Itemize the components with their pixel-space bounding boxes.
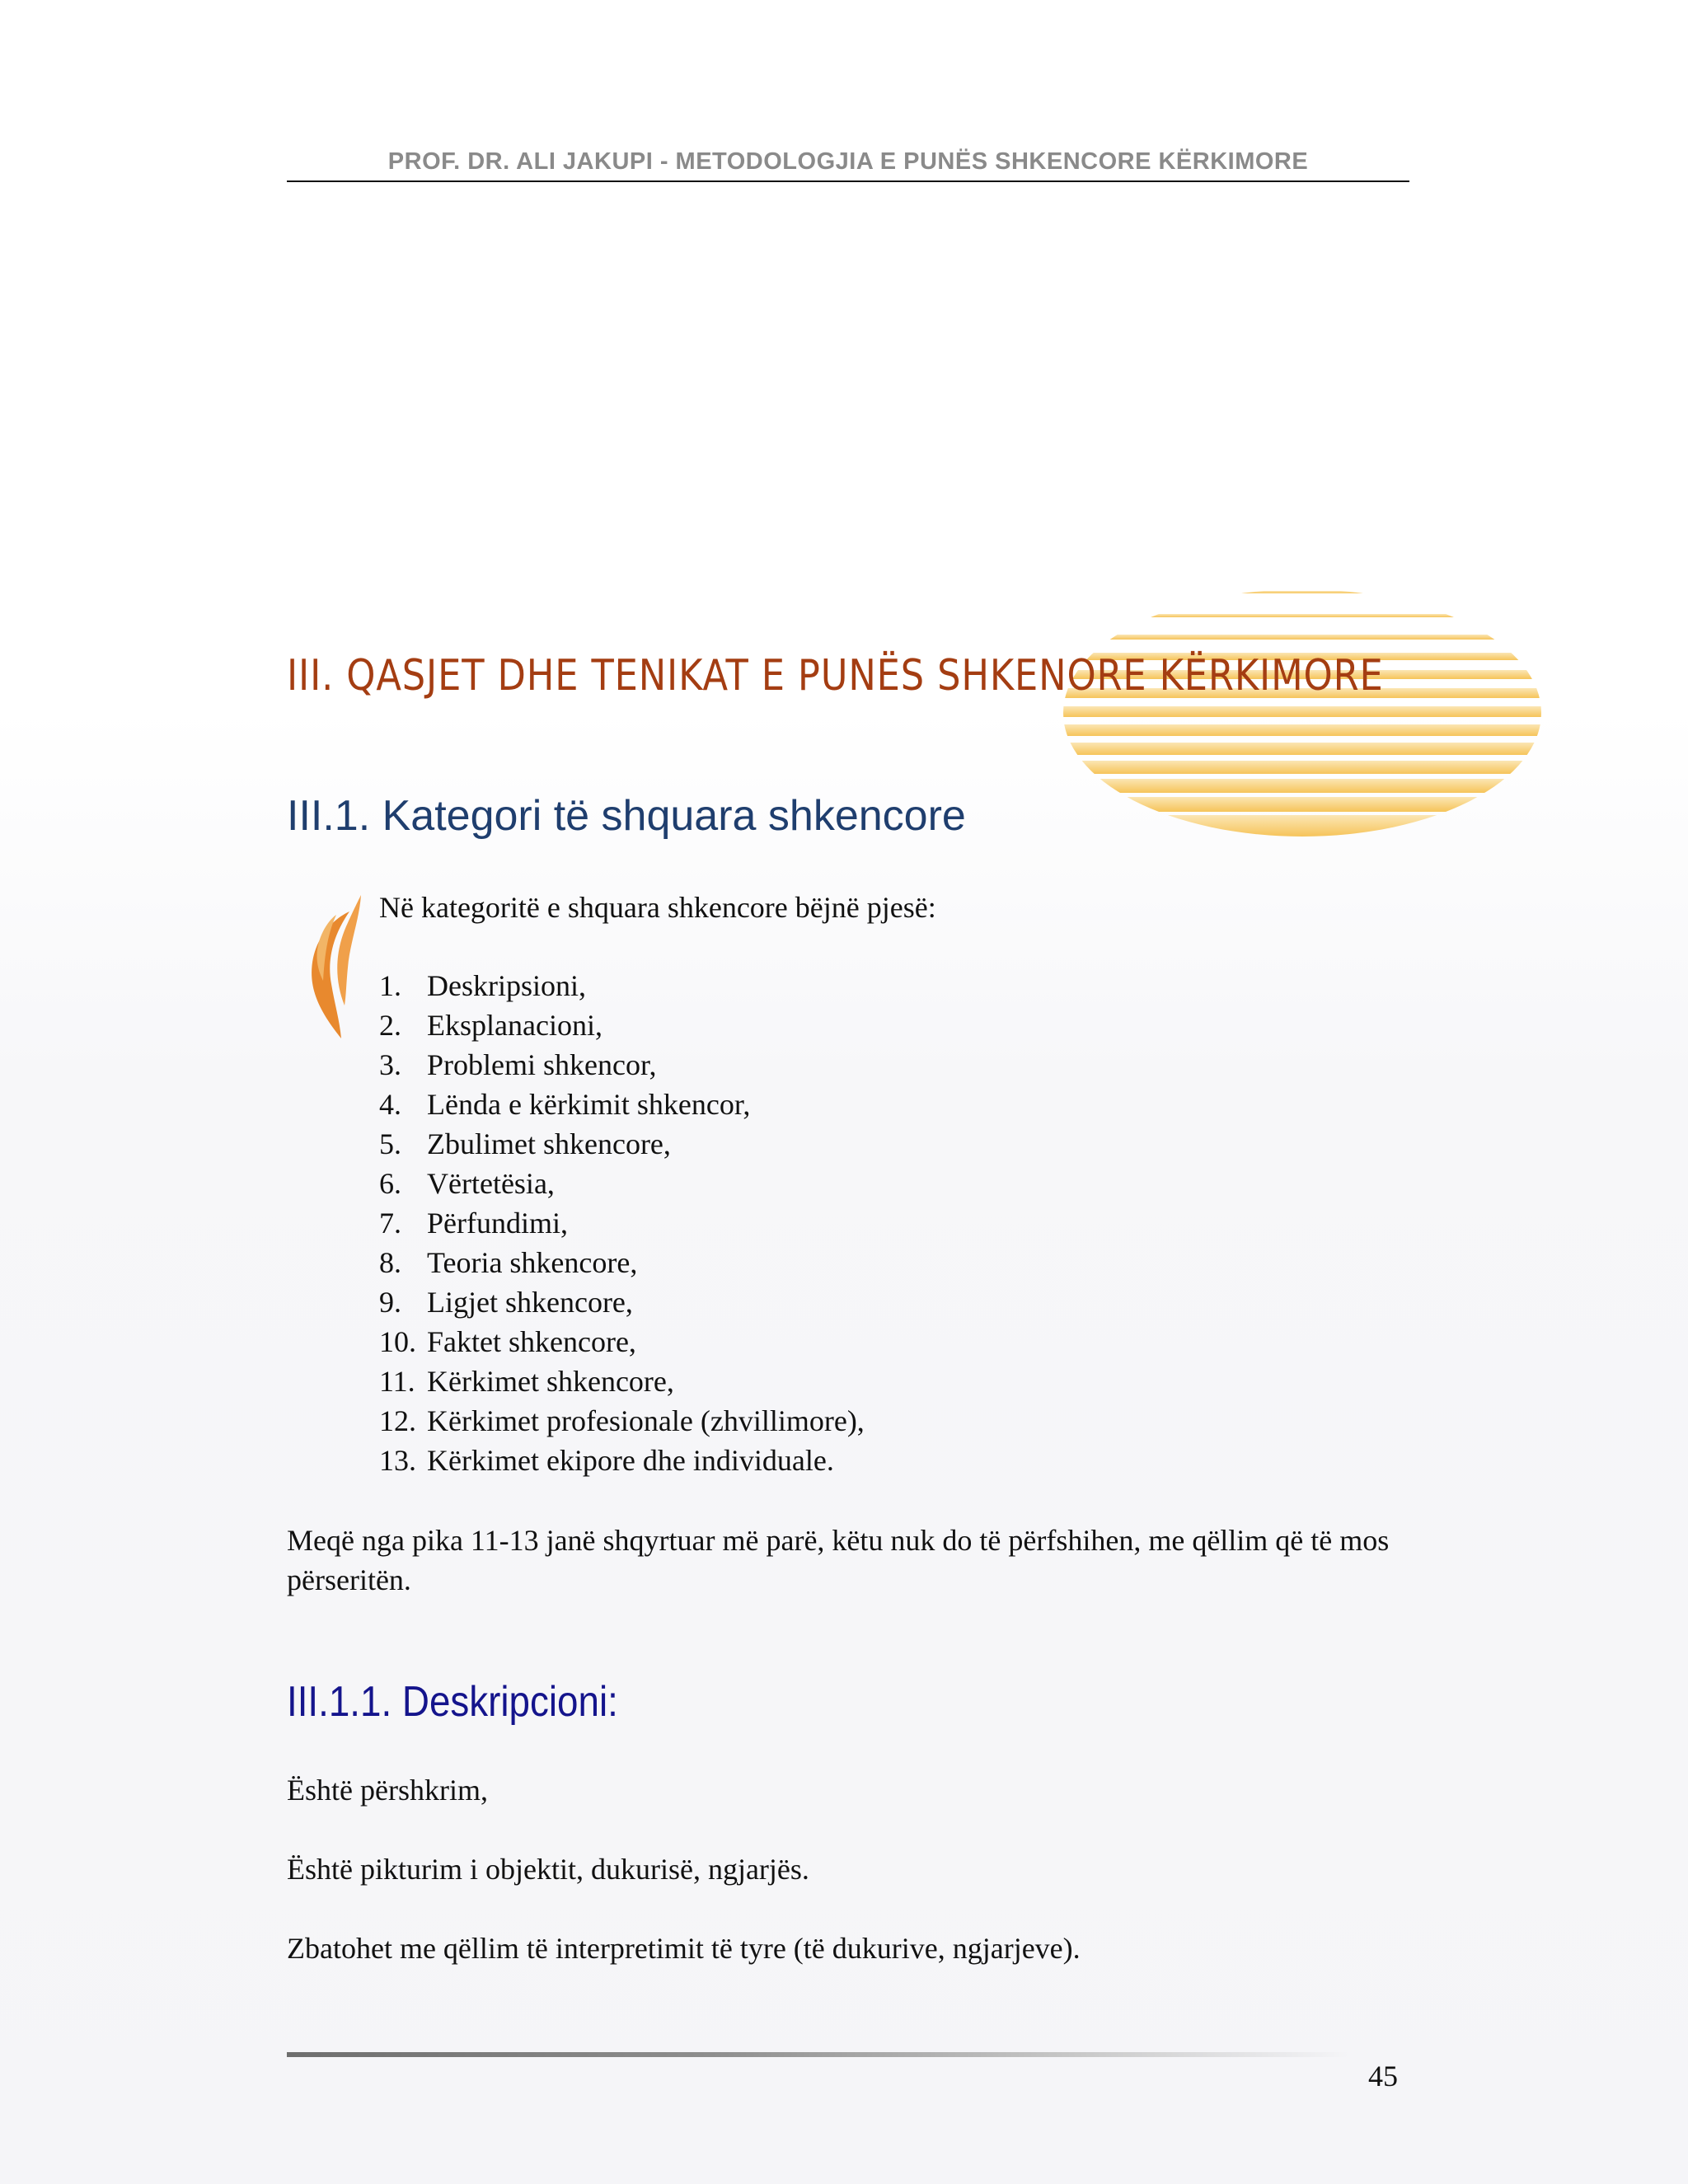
list-item: 2. Eksplanacioni, (379, 1009, 603, 1042)
list-item: 4. Lënda e kërkimit shkencor, (379, 1088, 751, 1121)
list-item: 8. Teoria shkencore, (379, 1246, 638, 1279)
list-item: 12. Kërkimet profesionale (zhvillimore), (379, 1404, 865, 1437)
body-line: Zbatohet me qëllim të interpretimit të tyre (të dukurive, ngjarjeve). (287, 1932, 1081, 1965)
chapter-title: III. QASJET DHE TENIKAT E PUNËS SHKENORE KËRKIMORE (287, 651, 1384, 701)
list-item: 10. Faktet shkencore, (379, 1325, 636, 1358)
subsection-title: III.1.1. Deskripcioni: (287, 1678, 618, 1726)
note-paragraph: Meqë nga pika 11-13 janë shqyrtuar më parë, këtu nuk do të përfshihen, me qëllim që të mos përseritën. (287, 1524, 1390, 1596)
section-title: III.1. Kategori të shquara shkencore (287, 792, 966, 840)
footer-rule (287, 2052, 1350, 2057)
page-number: 45 (1368, 2060, 1398, 2093)
list-item: 5. Zbulimet shkencore, (379, 1127, 671, 1160)
body-line: Është pikturim i objektit, dukurisë, ngjarjës. (287, 1853, 809, 1886)
list-item: 13. Kërkimet ekipore dhe individuale. (379, 1444, 834, 1477)
list-item: 1. Deskripsioni, (379, 969, 586, 1002)
running-header: PROF. DR. ALI JAKUPI - METODOLOGJIA E PUNËS SHKENCORE KËRKIMORE (387, 148, 1309, 175)
list-item: 7. Përfundimi, (379, 1207, 568, 1240)
flame-icon (298, 882, 364, 1047)
category-list (379, 966, 865, 1480)
list-item: 3. Problemi shkencor, (379, 1048, 657, 1081)
intro-text: Në kategoritë e shquara shkencore bëjnë pjesë: (379, 891, 936, 924)
list-item: 9. Ligjet shkencore, (379, 1286, 633, 1319)
header-rule (287, 180, 1409, 182)
list-item: 6. Vërtetësia, (379, 1167, 555, 1200)
list-item: 11. Kërkimet shkencore, (379, 1365, 674, 1398)
sun-stripes-graphic (1063, 589, 1558, 837)
body-line: Është përshkrim, (287, 1774, 488, 1807)
